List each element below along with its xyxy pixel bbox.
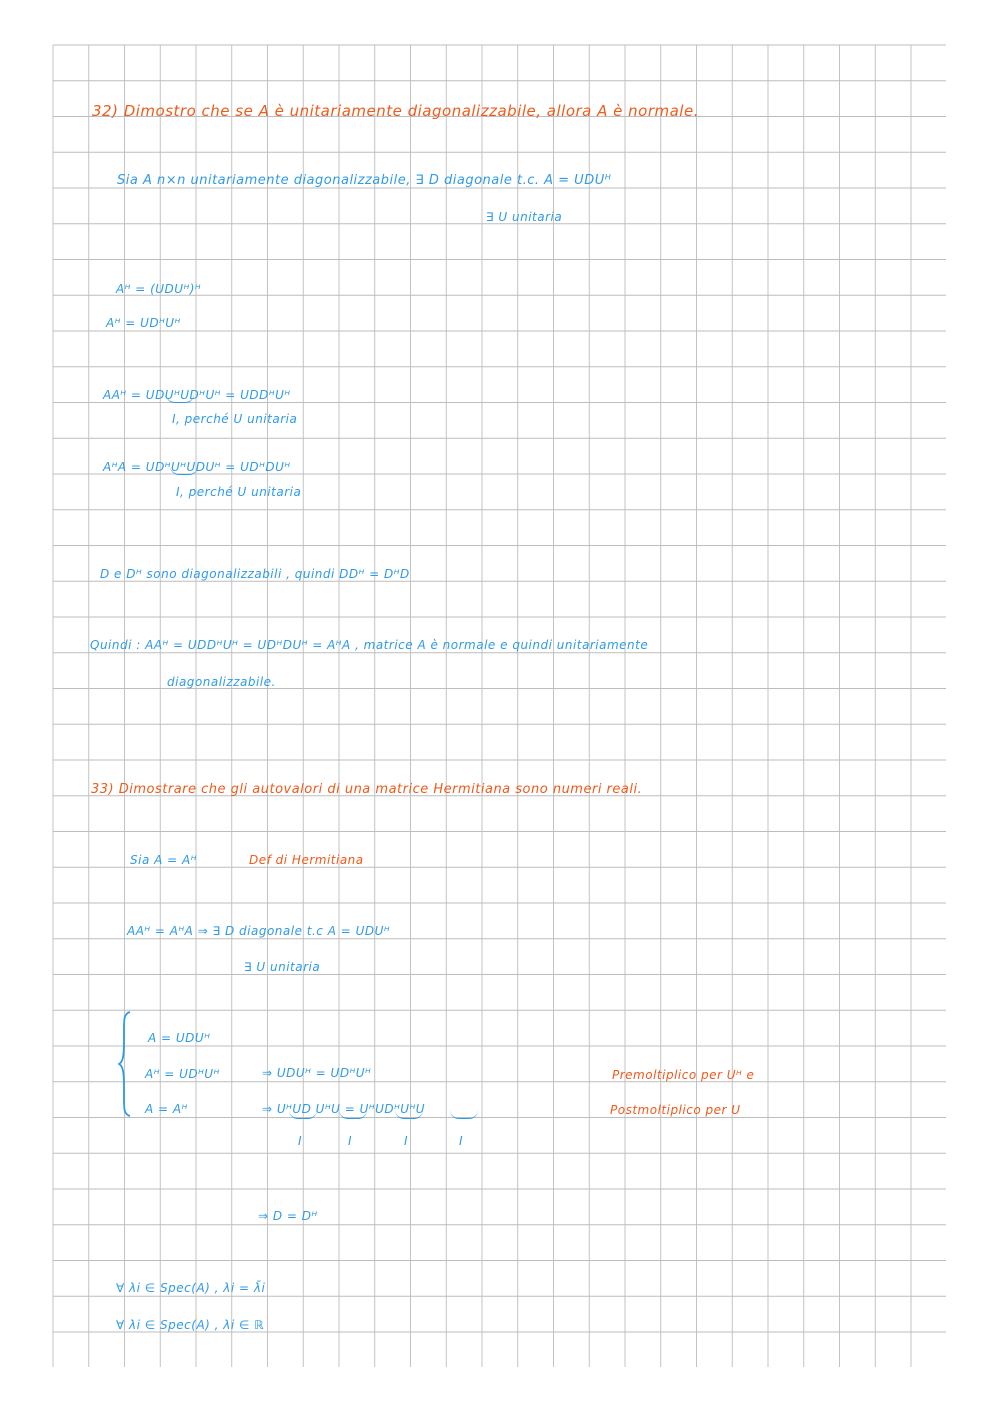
equation-a-aH: AAᴴ = UDUᴴUDᴴUᴴ = UDDᴴUᴴ [103,388,291,402]
identity-label-2: I [348,1134,353,1148]
side-note-postmultiply: Postmoltiplico per U [610,1103,741,1117]
section-33-title: 33) Dimostrare che gli autovalori di una matrice Hermitiana sono numeri reali. [91,782,643,797]
hermitian-definition-note: Def di Hermitiana [249,853,364,867]
system-eq-1: A = UDUᴴ [148,1031,211,1045]
final-conjugate-line: ∀ λi ∈ Spec(A) , λi = λ̄i [116,1281,266,1295]
result-d-equals-dH: ⇒ D = Dᴴ [258,1209,318,1223]
side-note-premultiply: Premoltiplico per Uᴴ e [612,1068,755,1082]
hypothesis-line: Sia A n×n unitariamente diagonalizzabile, ∃ D diagonale t.c. A = UDUᴴ [117,173,612,188]
system-eq-2: Aᴴ = UDᴴUᴴ [145,1067,220,1081]
system-eq-3: A = Aᴴ [145,1102,188,1116]
unitary-line-2: ∃ U unitaria [244,960,321,974]
conclusion-line: Quindi : AAᴴ = UDDᴴUᴴ = UDᴴDUᴴ = AᴴA , matrice A è normale e quindi unitariamente [90,638,649,652]
equation-adjoint-expanded: Aᴴ = UDᴴUᴴ [106,316,181,330]
result-eq-1: ⇒ UDUᴴ = UDᴴUᴴ [262,1066,372,1080]
hermitian-hypothesis: Sia A = Aᴴ [130,853,197,867]
result-eq-2: ⇒ UᴴUD UᴴU = UᴴUDᴴUᴴU [262,1102,426,1116]
normal-implies-diagonal: AAᴴ = AᴴA ⇒ ∃ D diagonale t.c A = UDUᴴ [127,924,391,938]
conclusion-continued: diagonalizzabile. [167,675,276,689]
identity-label-3: I [404,1134,409,1148]
unitary-line: ∃ U unitaria [486,210,563,224]
system-brace [118,1010,132,1118]
final-real-line: ∀ λi ∈ Spec(A) , λi ∈ ℝ [116,1318,265,1332]
equation-aH-a: AᴴA = UDᴴUᴴUDUᴴ = UDᴴDUᴴ [103,460,291,474]
diagonal-commute-line: D e Dᴴ sono diagonalizzabili , quindi DDᴴ = DᴴD [100,567,410,581]
identity-label-4: I [459,1134,464,1148]
section-32-title: 32) Dimostro che se A è unitariamente diagonalizzabile, allora A è normale. [92,102,699,120]
equation-adjoint: Aᴴ = (UDUᴴ)ᴴ [116,282,202,296]
note-unitary-1: I, perché U unitaria [172,412,298,426]
note-unitary-2: I, perché U unitaria [176,485,302,499]
identity-label-1: I [298,1134,303,1148]
